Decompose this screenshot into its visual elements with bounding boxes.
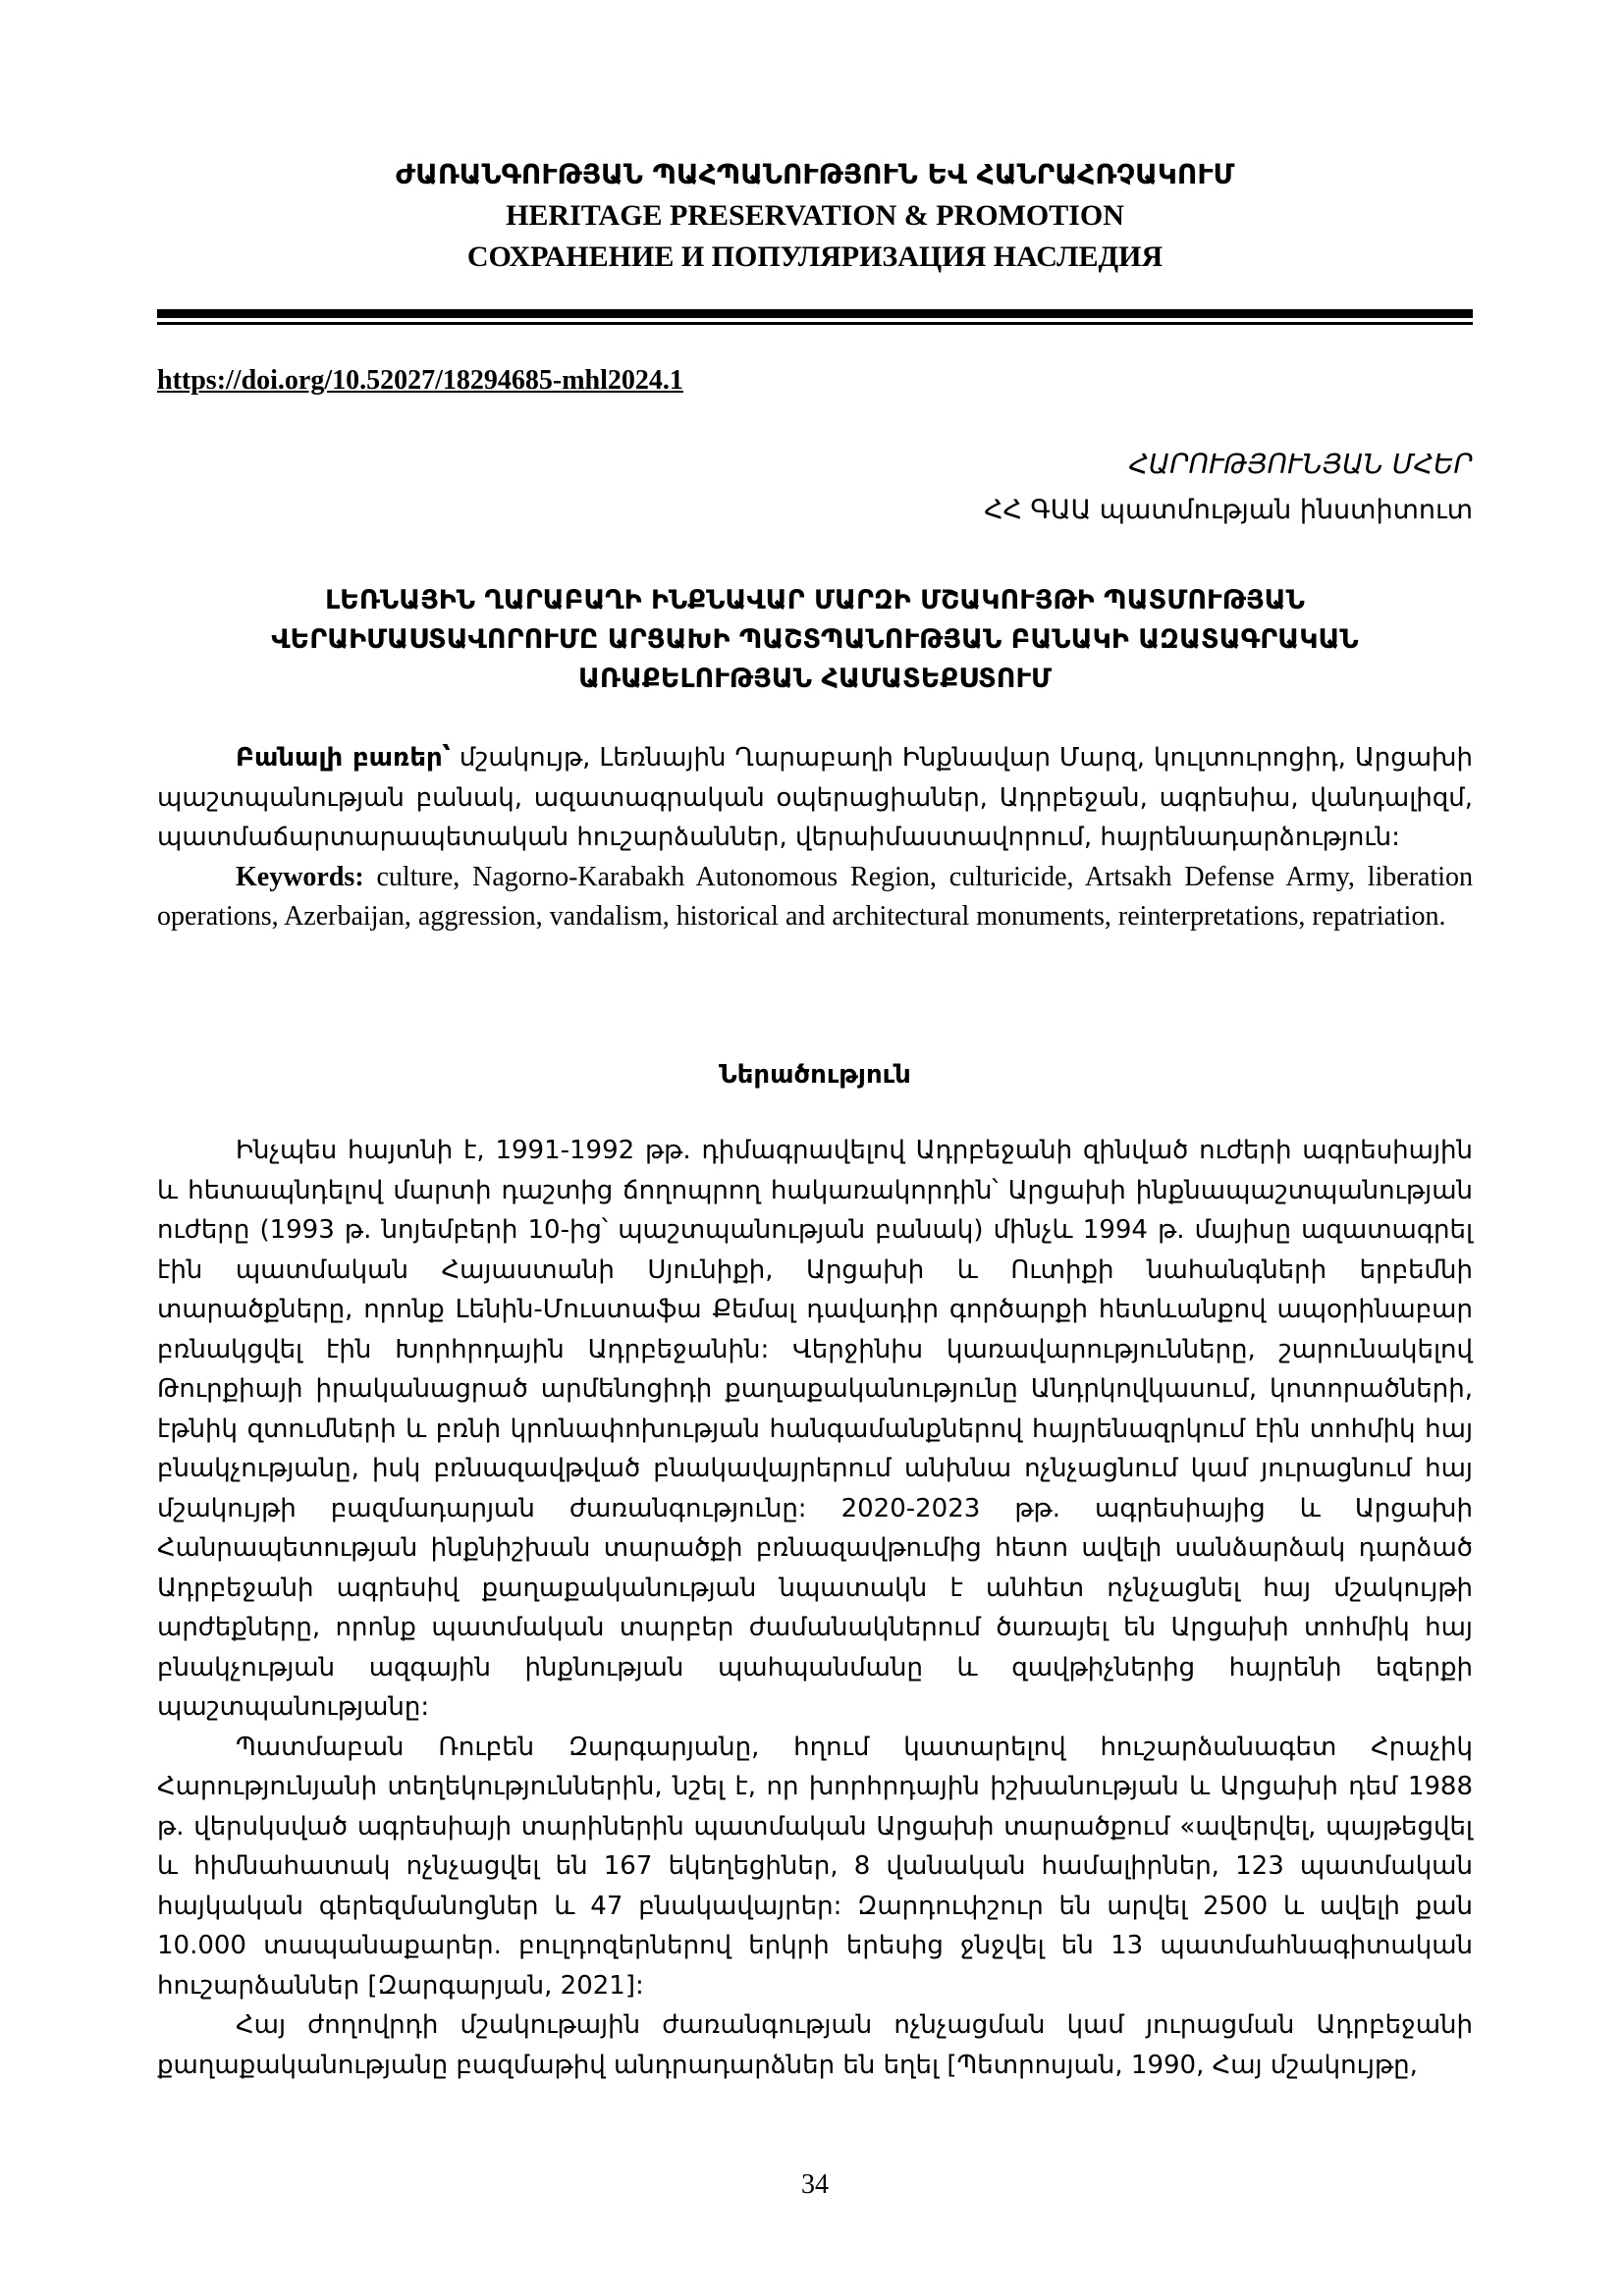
title-line: ՎԵՐԱԻՄԱՍՏԱՎՈՐՈՒՄԸ ԱՐՑԱԽԻ ՊԱՇՏՊԱՆՈՒԹՅԱՆ ԲԱՆԱԿԻ ԱԶԱՏԱԳՐԱԿԱՆ [271, 624, 1359, 655]
author-affiliation: ՀՀ ԳԱԱ պատմության ինստիտուտ [984, 495, 1473, 525]
header-armenian: ԺԱՌԱՆԳՈՒԹՅԱՆ ՊԱՀՊԱՆՈՒԹՅՈՒՆ ԵՎ ՀԱՆՐԱՀՌՉԱԿՈՒՄ [395, 158, 1235, 190]
doi-link[interactable]: https://doi.org/10.52027/18294685-mhl2024.1 [157, 365, 683, 396]
body-paragraph: Պատմաբան Ռուբեն Զարգարյանը, հղում կատարելով հուշարձանագետ Հրաչիկ Հարությունյանի տեղեկություններին, նշել է, որ խորհրդային իշխանության և Արցախի դեմ 1988 թ. վերսկսված ագրեսիայի տարիներին պատմական Արցախի տարածքում «ավերվել, պայթեցվել և հիմնահատակ ոչնչացվել են 167 եկեղեցիներ, 8 վանական համալիրներ, 123 պատմական հայկական գերեզմանոցներ և 47 բնակավայրեր: Զարդուփշուր են արվել 2500 և ավելի քան 10.000 տապանաքարեր. բուլդոզերներով երկրի երեսից ջնջվել են 13 պատմահնագիտական հուշարձաններ [Զարգարյան, 2021]: [157, 1732, 1473, 2001]
keywords-english-text: culture, Nagorno-Karabakh Autonomous Region, culturicide, Artsakh Defense Army, liberation operations, Azerbaijan, aggression, vandalism, historical and architectural monuments, reinterpretations, repatriation. [157, 861, 1473, 932]
keywords-armenian-text: մշակույթ, Լեռնային Ղարաբաղի Ինքնավար Մարզ, կուլտուրոցիդ, Արցախի պաշտպանության բանակ, ազատագրական օպերացիաներ, Ադրբեջան, ագրեսիա, վանդալիզմ, պատմաճարտարապետական հուշարձաններ, վերաիմաստավորում, հայրենադարձություն: [157, 743, 1473, 852]
keywords-english [157, 858, 1473, 937]
section-heading: Ներածություն [719, 1060, 911, 1090]
keywords-block [157, 738, 1473, 937]
body-paragraph: Ինչպես հայտնի է, 1991-1992 թթ. դիմագրավելով Ադրբեջանի զինված ուժերի ագրեսիային և հետապնդելով մարտի դաշտից ճողոպրող հակառակորդին՝ Արցախի ինքնապաշտպանության ուժերը (1993 թ. նոյեմբերի 10-ից՝ պաշտպանության բանակ) մինչև 1994 թ. մայիսը ազատագրել էին պատմական Հայաստանի Սյունիքի, Արցախի և Ուտիքի նահանգների երբեմնի տարածքները, որոնք Լենին-Մուստաֆա Քեմալ դավադիր գործարքի հետևանքով ապօրինաբար բռնակցվել էին Խորհրդային Ադրբեջանին: Վերջինիս կառավարությունները, շարունակելով Թուրքիայի իրականացրած արմենոցիդի քաղաքականությունը Անդրկովկասում, կոտորածների, էթնիկ զտումների և բռնի կրոնափոխության հանգամանքներով հայրենազրկում էին տոհմիկ հայ բնակչությանը, իսկ բռնազավթված բնակավայրերում անխնա ոչնչացնում կամ յուրացնում հայ մշակույթի բազմադարյան ժառանգությունը: 2020-2023 թթ. ագրեսիայից և Արցախի Հանրապետության ինքնիշխան տարածքի բռնազավթումից հետո ավելի սանձարձակ դարձած Ադրբեջանի ագրեսիվ քաղաքականության նպատակն է անհետ ոչնչացնել հայ մշակույթի արժեքները, որոնք պատմական տարբեր ժամանակներում ծառայել են Արցախի տոհմիկ հայ բնակչության ազգային ինքնության պահպանմանը և զավթիչներից հայրենի եզերքի պաշտպանությանը: [157, 1136, 1473, 1722]
title-line: ԱՌԱՔԵԼՈՒԹՅԱՆ ՀԱՄԱՏԵՔՍՏՈՒՄ [577, 664, 1053, 694]
header-russian: СОХРАНЕНИЕ И ПОПУЛЯРИЗАЦИЯ НАСЛЕДИЯ [466, 240, 1164, 273]
title-line: ԼԵՌՆԱՅԻՆ ՂԱՐԱԲԱՂԻ ԻՆՔՆԱՎԱՐ ՄԱՐԶԻ ՄՇԱԿՈՒՅԹԻ ՊԱՏՄՈՒԹՅԱՆ [325, 585, 1305, 615]
page-number: 34 [801, 2169, 829, 2200]
article-title [157, 581, 1473, 699]
author-name: ՀԱՐՈՒԹՅՈՒՆՅԱՆ ՄՀԵՐ [1128, 448, 1473, 480]
body-paragraph: Հայ ժողովրդի մշակութային ժառանգության ոչնչացման կամ յուրացման Ադրբեջանի քաղաքականությանը բազմաթիվ անդրադարձներ են եղել [Պետրոսյան, 1990, Հայ մշակույթը, [157, 2010, 1473, 2080]
journal-section-header [157, 154, 1473, 278]
keywords-armenian [157, 738, 1473, 858]
keywords-english-label: Keywords: [236, 861, 364, 892]
body-text [157, 1131, 1473, 2085]
header-rule-thin [157, 322, 1473, 325]
header-english: HERITAGE PRESERVATION & PROMOTION [506, 199, 1124, 232]
keywords-armenian-label: Բանալի բառեր՝ [236, 743, 451, 773]
header-rule-thick [157, 309, 1473, 318]
